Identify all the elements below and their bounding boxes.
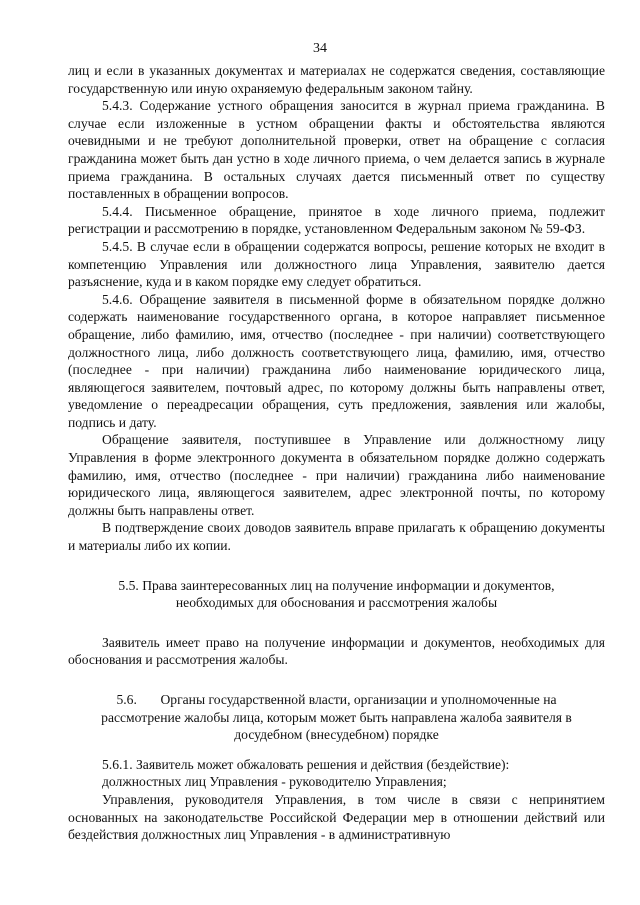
section-title-5-6: Органы государственной власти, организации и уполномоченные на рассмотрение жалобы лица, которым может быть направлена жалоба заявителя в досудебном (внесудебном) порядке — [101, 692, 572, 743]
paragraph-5-4-4: 5.4.4. Письменное обращение, принятое в ходе личного приема, подлежит регистрации и рассмотрению в порядке, установленном Федеральным законом № 59-ФЗ. — [68, 203, 605, 237]
page-number: 34 — [313, 41, 327, 56]
paragraph-5-6-1: 5.6.1. Заявитель может обжаловать решения и действия (бездействие): — [102, 756, 510, 772]
document-body — [68, 62, 605, 844]
spacer — [68, 744, 605, 756]
section-heading-5-6 — [68, 691, 605, 744]
spacer — [68, 555, 605, 577]
paragraph-electronic-appeal: Обращение заявителя, поступившее в Управление или должностному лицу Управления в форме электронного документа в обязательном порядке должно содержать фамилию, имя, отчество (последнее - при наличии) гражданина либо наименование юридического лица, являющегося заявителем, адрес электронной почты, по которому должны быть направлены ответ. — [68, 432, 605, 518]
paragraph-5-4-3: 5.4.3. Содержание устного обращения заносится в журнал приема гражданина. В случае если изложенные в устном обращении факты и обстоятельства являются очевидными и не требуют дополнительной проверки, ответ на обращение с согласия гражданина может быть дан устно в ходе личного приема, о чем делается запись в журнале приема гражданина. В остальных случаях дается письменный ответ по существу поставленных в обращении вопросов. — [68, 98, 605, 202]
spacer — [68, 612, 605, 634]
section-heading-5-5: 5.5. Права заинтересованных лиц на получение информации и документов, необходимых для обоснования и рассмотрения жалобы — [118, 577, 555, 611]
spacer — [68, 669, 605, 691]
section-number-5-6: 5.6. — [116, 692, 137, 707]
paragraph-department: Управления, руководителя Управления, в том числе в связи с непринятием основанных на законодательстве Российской Федерации мер в отношении действий или бездействия должностных лиц Управления - в административную — [68, 791, 605, 843]
paragraph-continuation: лиц и если в указанных документах и материалах не содержатся сведения, составляющие государственную или иную охраняемую федеральным законом тайну. — [68, 63, 605, 96]
paragraph-officials: должностных лиц Управления - руководителю Управления; — [102, 774, 447, 790]
paragraph-5-4-5: 5.4.5. В случае если в обращении содержатся вопросы, решение которых не входит в компетенцию Управления или должностного лица Управления, заявителю дается разъяснение, куда и в каком порядке ему следует обратиться. — [68, 238, 605, 290]
paragraph-5-4-6: 5.4.6. Обращение заявителя в письменной форме в обязательном порядке должно содержать наименование государственного органа, в которое направляет письменное обращение, либо фамилию, имя, отчество (последнее - при наличии) соответствующего должностного лица, либо должность соответствующего лица, фамилию, имя, отчество (последнее - при наличии) гражданина либо наименование юридического лица, являющегося заявителем, почтовый адрес, по которому должны быть направлены ответ, уведомление о переадресации обращения, суть предложения, заявления или жалобы, подпись и дату. — [68, 291, 605, 430]
paragraph-applicant-rights: Заявитель имеет право на получение информации и документов, необходимых для обоснования и рассмотрения жалобы. — [68, 634, 605, 668]
paragraph-supporting-documents: В подтверждение своих доводов заявитель вправе прилагать к обращению документы и материалы либо их копии. — [68, 520, 605, 554]
